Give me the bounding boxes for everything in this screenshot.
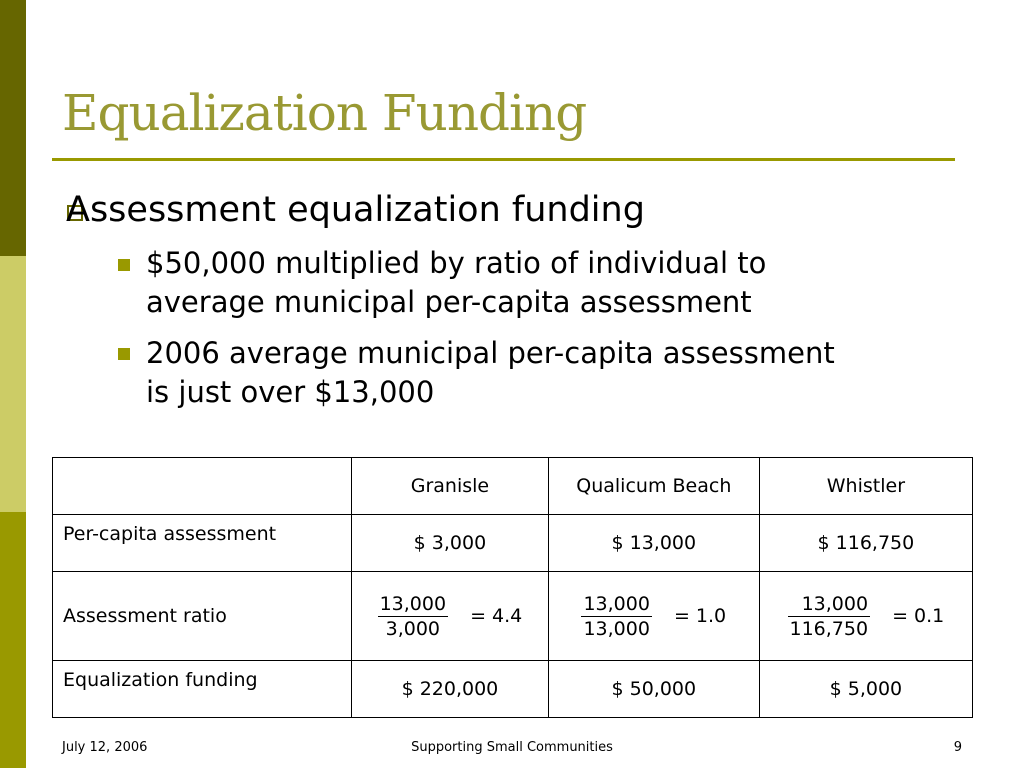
left-band-top [0,0,26,256]
row-label-per-capita: Per-capita assessment [53,515,352,572]
ratio-fraction [378,592,448,641]
cell-ratio-qualicum [548,572,759,661]
ratio-result: = 0.1 [892,605,945,627]
sub-bullet-2 [146,334,835,412]
header-whistler: Whistler [759,458,972,515]
ratio-numerator: 13,000 [788,592,871,617]
page-number: 9 [953,740,962,755]
ratio-fraction [581,592,651,641]
cell-per-capita-granisle: $ 3,000 [352,515,549,572]
title-underline [52,158,955,161]
cell-funding-granisle: $ 220,000 [352,661,549,718]
cell-per-capita-qualicum: $ 13,000 [548,515,759,572]
cell-per-capita-whistler: $ 116,750 [759,515,972,572]
table-header-row [53,458,973,515]
ratio-result: = 1.0 [673,605,727,627]
slide-title: Equalization Funding [62,84,587,142]
row-label-funding: Equalization funding [53,661,352,718]
ratio-denominator: 3,000 [385,617,441,640]
header-granisle: Granisle [352,458,549,515]
sub-bullet-2-line2: is just over $13,000 [146,375,435,409]
ratio-numerator: 13,000 [379,592,447,615]
sub-bullet-1 [146,244,766,322]
table-row-per-capita [53,515,973,572]
square-bullet-icon [118,259,130,271]
left-band-bottom [0,512,26,768]
sub-bullet-1-line1: $50,000 multiplied by ratio of individual to [146,246,767,280]
equalization-table [52,457,973,718]
cell-ratio-granisle [352,572,549,661]
ratio-denominator: 13,000 [583,617,650,640]
footer-date: July 12, 2006 [62,740,148,755]
row-label-ratio: Assessment ratio [53,572,352,661]
header-qualicum-beach: Qualicum Beach [548,458,759,515]
table-header-blank [53,458,352,515]
table-row-funding [53,661,973,718]
left-band-middle [0,256,26,512]
ratio-result: = 4.4 [470,605,523,627]
cell-funding-whistler: $ 5,000 [759,661,972,718]
bullet-assessment: Assessment equalization funding [66,190,645,230]
ratio-numerator: 13,000 [583,592,650,615]
table-row-ratio [53,572,973,661]
sub-bullet-1-line2: average municipal per-capita assessment [146,285,752,319]
cell-ratio-whistler [759,572,972,661]
cell-funding-qualicum: $ 50,000 [548,661,759,718]
footer-title: Supporting Small Communities [411,740,613,755]
sub-bullet-2-line1: 2006 average municipal per-capita assessment [146,336,835,370]
ratio-fraction [788,592,871,641]
square-bullet-icon [118,348,130,360]
ratio-denominator: 116,750 [789,617,869,640]
